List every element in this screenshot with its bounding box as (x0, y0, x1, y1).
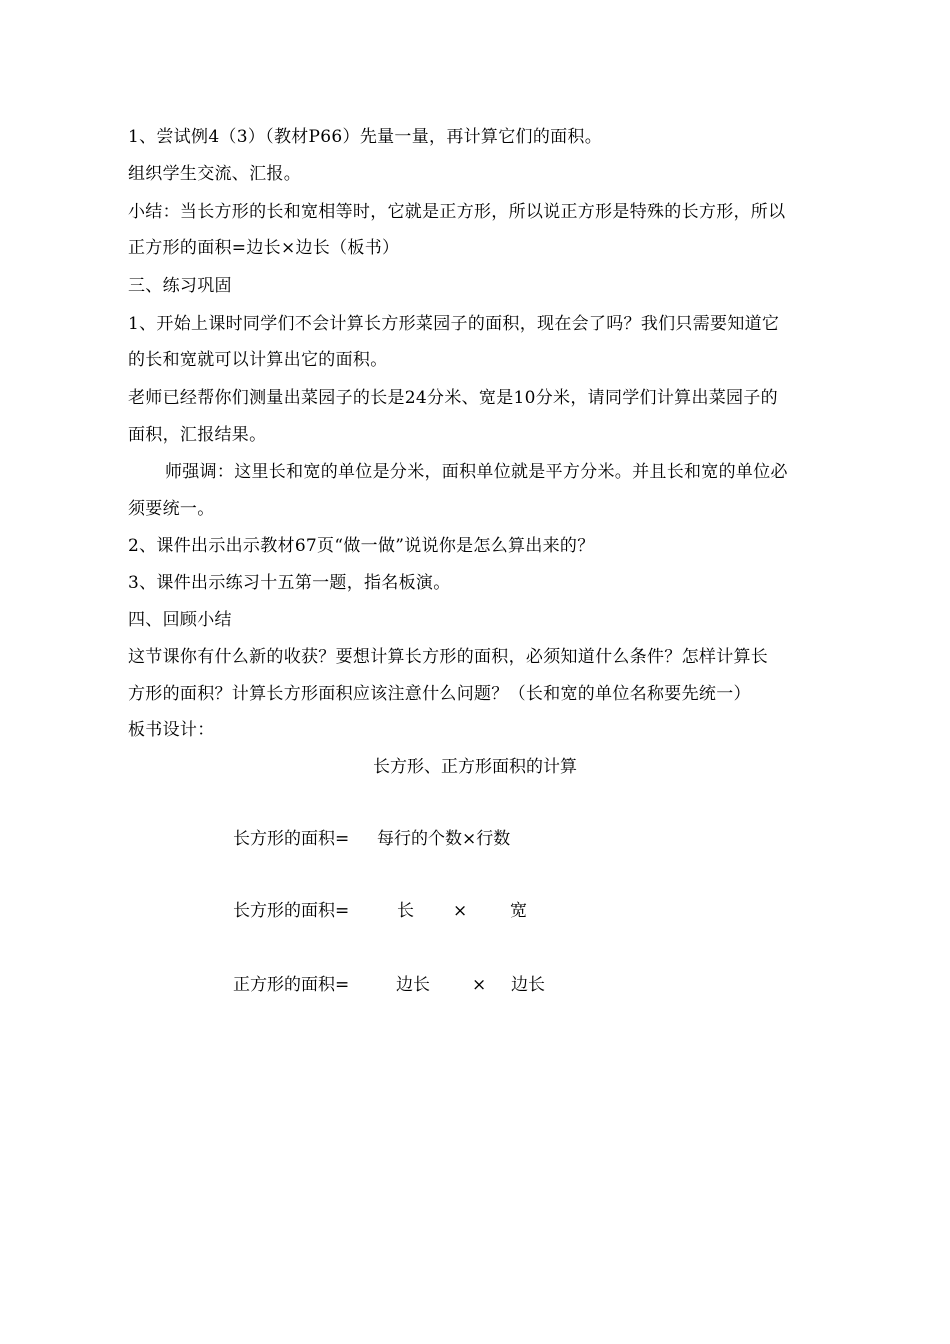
text-line: 小结：当长方形的长和宽相等时，它就是正方形，所以说正方形是特殊的长方形，所以 (128, 202, 786, 222)
text-line: 1、开始上课时同学们不会计算长方形菜园子的面积，现在会了吗？我们只需要知道它 (128, 314, 780, 334)
text-line: 3、课件出示练习十五第一题，指名板演。 (128, 573, 451, 593)
text-line: 1、尝试例4（3）（教材P66）先量一量，再计算它们的面积。 (128, 127, 603, 147)
text-line: 的长和宽就可以计算出它的面积。 (128, 350, 388, 370)
formula-operand: 宽 (510, 901, 527, 921)
formula-operator: × (472, 975, 487, 995)
text-line: 板书设计： (128, 720, 215, 740)
text-line: 师强调：这里长和宽的单位是分米，面积单位就是平方分米。并且长和宽的单位必 (165, 462, 788, 482)
section-heading: 三、练习巩固 (128, 276, 232, 296)
board-title: 长方形、正方形面积的计算 (373, 757, 577, 777)
text-line: 面积，汇报结果。 (128, 425, 267, 445)
formula-operator: × (453, 901, 468, 921)
text-line: 正方形的面积=边长×边长（板书） (128, 238, 400, 258)
formula-label: 长方形的面积= (233, 901, 350, 921)
formula-label: 正方形的面积= (233, 975, 350, 995)
text-line: 方形的面积？计算长方形面积应该注意什么问题？（长和宽的单位名称要先统一） (128, 684, 751, 704)
text-line: 组织学生交流、汇报。 (128, 164, 301, 184)
formula-operand: 长 (397, 901, 414, 921)
formula-operand: 边长 (396, 975, 430, 995)
text-line: 老师已经帮你们测量出菜园子的长是24分米、宽是10分米，请同学们计算出菜园子的 (128, 388, 778, 408)
text-line: 这节课你有什么新的收获？要想计算长方形的面积，必须知道什么条件？怎样计算长 (128, 647, 769, 667)
text-line: 2、课件出示出示教材67页“做一做”说说你是怎么算出来的？ (128, 536, 595, 556)
formula-expression: 每行的个数×行数 (377, 829, 511, 849)
formula-operand: 边长 (511, 975, 545, 995)
text-line: 须要统一。 (128, 499, 215, 519)
section-heading: 四、回顾小结 (128, 610, 232, 630)
formula-label: 长方形的面积= (233, 829, 350, 849)
